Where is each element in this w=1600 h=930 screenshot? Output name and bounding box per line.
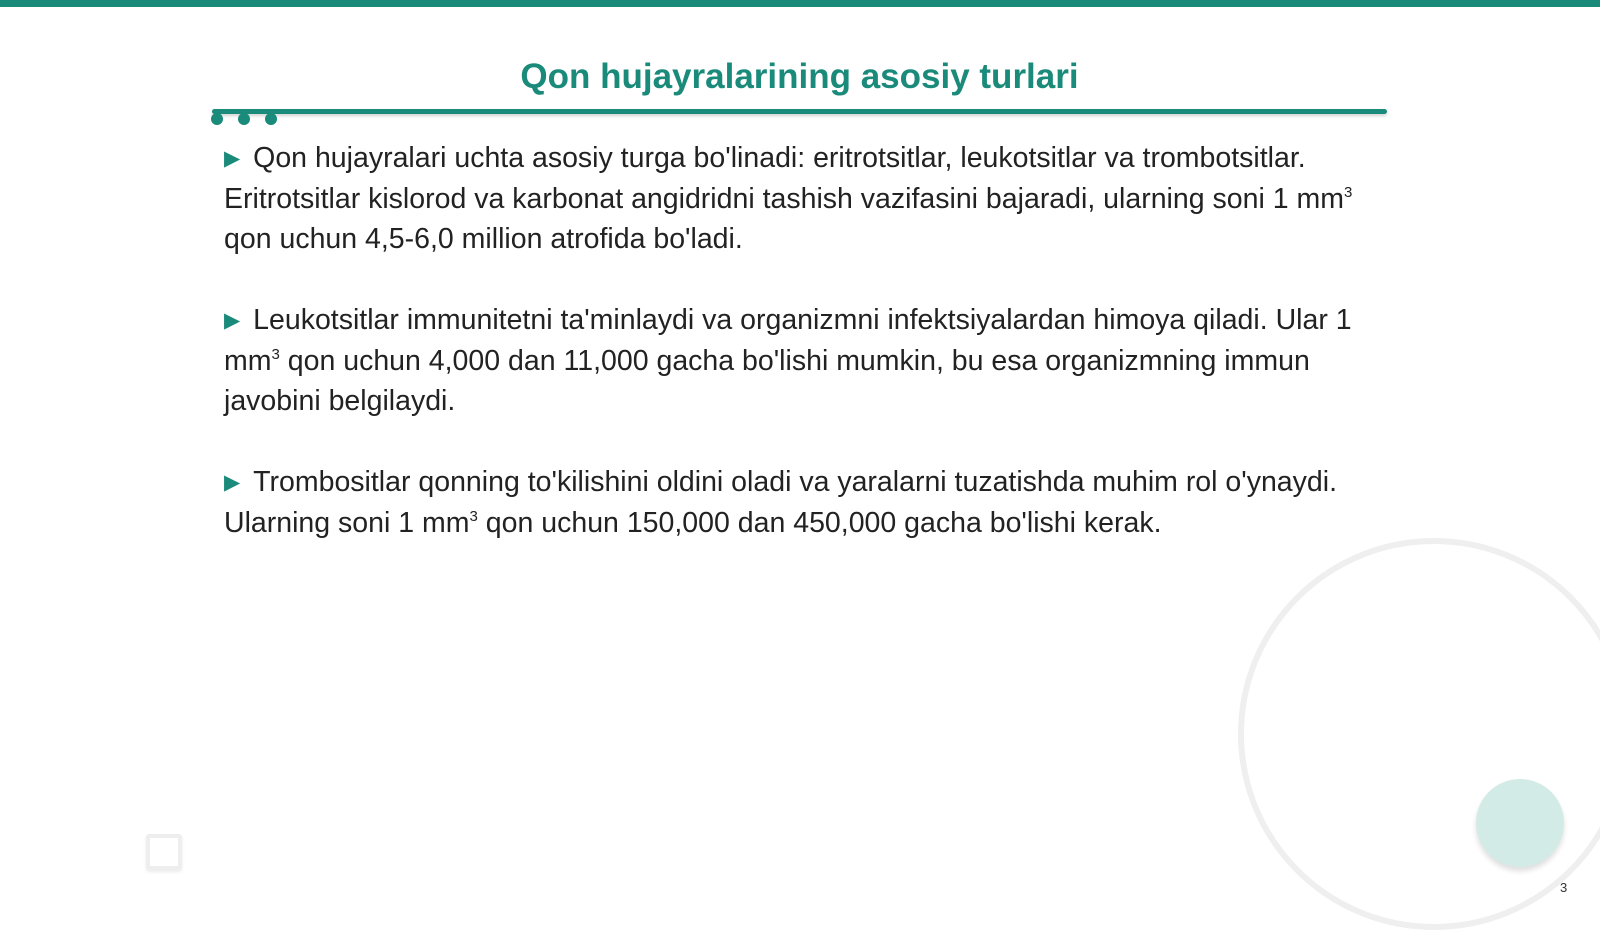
superscript-cubed: 3: [1343, 184, 1353, 201]
bullet-list: [224, 138, 1384, 584]
decorative-dot: [238, 113, 250, 125]
bullet-text: Leukotsitlar immunitetni ta'minlaydi va organizmni infektsiyalardan himoya qiladi. Ular 1 mm: [224, 304, 1352, 377]
decorative-dot: [265, 113, 277, 125]
page-number: 3: [1560, 880, 1568, 895]
decorative-ring: [1238, 538, 1600, 930]
bullet-text: qon uchun 150,000 dan 450,000 gacha bo'lishi kerak.: [477, 507, 1162, 539]
bullet-text: qon uchun 4,5-6,0 million atrofida bo'ladi.: [224, 223, 743, 255]
bullet-text: Trombositlar qonning to'kilishini oldini oladi va yaralarni tuzatishda muhim rol o'ynaydi. Ularning soni 1 mm: [224, 466, 1338, 539]
superscript-cubed: 3: [271, 346, 280, 363]
triangle-bullet-icon: ▶: [224, 471, 241, 494]
decorative-dot: [211, 113, 223, 125]
decorative-circle: [1476, 779, 1564, 867]
superscript-cubed: 3: [469, 508, 478, 525]
decorative-square: [146, 834, 182, 870]
bullet-item-erythrocytes: [224, 138, 1384, 259]
bullet-text: Qon hujayralari uchta asosiy turga bo'linadi: eritrotsitlar, leukotsitlar va trombotsitlar. Eritrotsitlar kislorod va karbonat angidridni tashish vazifasini bajaradi, ularning soni 1 mm: [224, 142, 1344, 215]
triangle-bullet-icon: ▶: [224, 147, 241, 170]
bullet-text: qon uchun 4,000 dan 11,000 gacha bo'lishi mumkin, bu esa organizmning immun javobini belgilaydi.: [224, 345, 1310, 417]
slide-title: Qon hujayralarining asosiy turlari: [520, 57, 1079, 96]
bullet-item-thrombocytes: [224, 462, 1384, 543]
top-accent-bar: [0, 0, 1600, 7]
bullet-item-leukocytes: [224, 300, 1384, 421]
triangle-bullet-icon: ▶: [224, 309, 241, 332]
title-underline: [212, 109, 1387, 114]
